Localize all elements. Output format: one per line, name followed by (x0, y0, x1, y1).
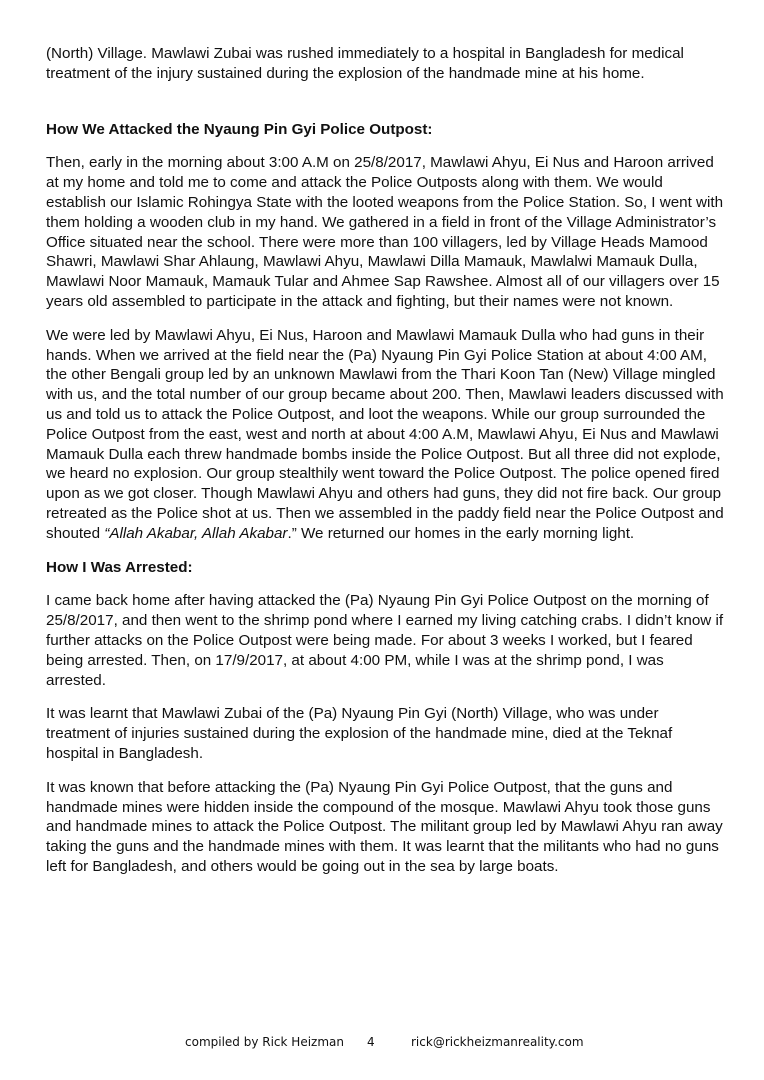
paragraph-attack-1: Then, early in the morning about 3:00 A.M on 25/8/2017, Mawlawi Ahyu, Ei Nus and Haroon arrived at my home and told me to come and attack the Police Outposts along with them. We would establish our Islamic Rohingya State with the looted weapons from the Police Station. So, I went with them holding a wooden club in my hand. We gathered in a field in front of the Village Administrator’s Office situated near the school. There were more than 100 villagers, led by Village Heads Mamood Shawri, Mawlawi Shar Ahlaung, Mawlawi Ahyu, Mawlawi Dilla Mamauk, Mawlalwi Mamauk Dulla, Mawlawi Noor Mamauk, Mamauk Tular and Ahmee Sap Rawshee. Almost all of our villagers over 15 years old assembled to participate in the attack and fighting, but their names were not known. (46, 154, 724, 310)
paragraph-attack-2-end: .” We returned our homes in the early morning light. (287, 524, 635, 542)
footer-compiled-by: compiled by Rick Heizman (185, 1035, 344, 1049)
heading-arrest: How I Was Arrested: (46, 558, 193, 576)
heading-attack: How We Attacked the Nyaung Pin Gyi Police Outpost: (46, 120, 433, 138)
paragraph-arrest-1: I came back home after having attacked the (Pa) Nyaung Pin Gyi Police Outpost on the morning of 25/8/2017, and then went to the shrimp pond where I earned my living catching crabs. I didn’t know if further attacks on the Police Outpost were being made. For about 3 weeks I worked, but I feared being arrested. Then, on 17/9/2017, at about 4:00 PM, while I was at the shrimp pond, I was arrested. (46, 592, 724, 689)
document-body (46, 44, 726, 877)
footer-page-number: 4 (367, 1035, 375, 1049)
paragraph-attack-2 (46, 326, 726, 544)
quote-text: “Allah Akabar, Allah Akabar (104, 524, 288, 542)
paragraph-arrest-3: It was known that before attacking the (Pa) Nyaung Pin Gyi Police Outpost, that the guns and handmade mines were hidden inside the compound of the mosque. Mawlawi Ahyu took those guns and handmade mines to attack the Police Outpost. The militant group led by Mawlawi Ahyu ran away taking the guns and the handmade mines with them. It was learnt that the militants who had no guns left for Bangladesh, and others would be going out in the sea by large boats. (46, 778, 723, 875)
paragraph-attack-2-text: We were led by Mawlawi Ahyu, Ei Nus, Haroon and Mawlawi Mamauk Dulla who had guns in their hands. When we arrived at the field near the (Pa) Nyaung Pin Gyi Police Station at about 4:00 AM, the other Bengali group led by an unknown Mawlawi from the Thari Koon Tan (New) Village mingled with us, and the total number of our group became about 200. Then, Mawlawi leaders discussed with us and told us to attack the Police Outpost, and loot the weapons. While our group surrounded the Police Outpost from the east, west and north at about 4:00 A.M, Mawlawi Ahyu, Ei Nus and Mawlawi Mamauk Dulla each threw handmade bombs inside the Police Outpost. But all three did not explode, we heard no explosion. Our group stealthily went toward the Police Outpost. The police opened fired upon as we got closer. Though Mawlawi Ahyu and others had guns, they did not fire back. Our group retreated as the Police shot at us. Then we assembled in the paddy field near the Police Outpost and shouted (46, 326, 724, 542)
footer-email: rick@rickheizmanreality.com (411, 1035, 584, 1049)
paragraph-arrest-2: It was learnt that Mawlawi Zubai of the (Pa) Nyaung Pin Gyi (North) Village, who was under treatment of injuries sustained during the explosion of the handmade mine, died at the Teknaf hospital in Bangladesh. (46, 705, 673, 762)
paragraph-intro: (North) Village. Mawlawi Zubai was rushed immediately to a hospital in Bangladesh for medical treatment of the injury sustained during the explosion of the handmade mine at his home. (46, 45, 684, 82)
